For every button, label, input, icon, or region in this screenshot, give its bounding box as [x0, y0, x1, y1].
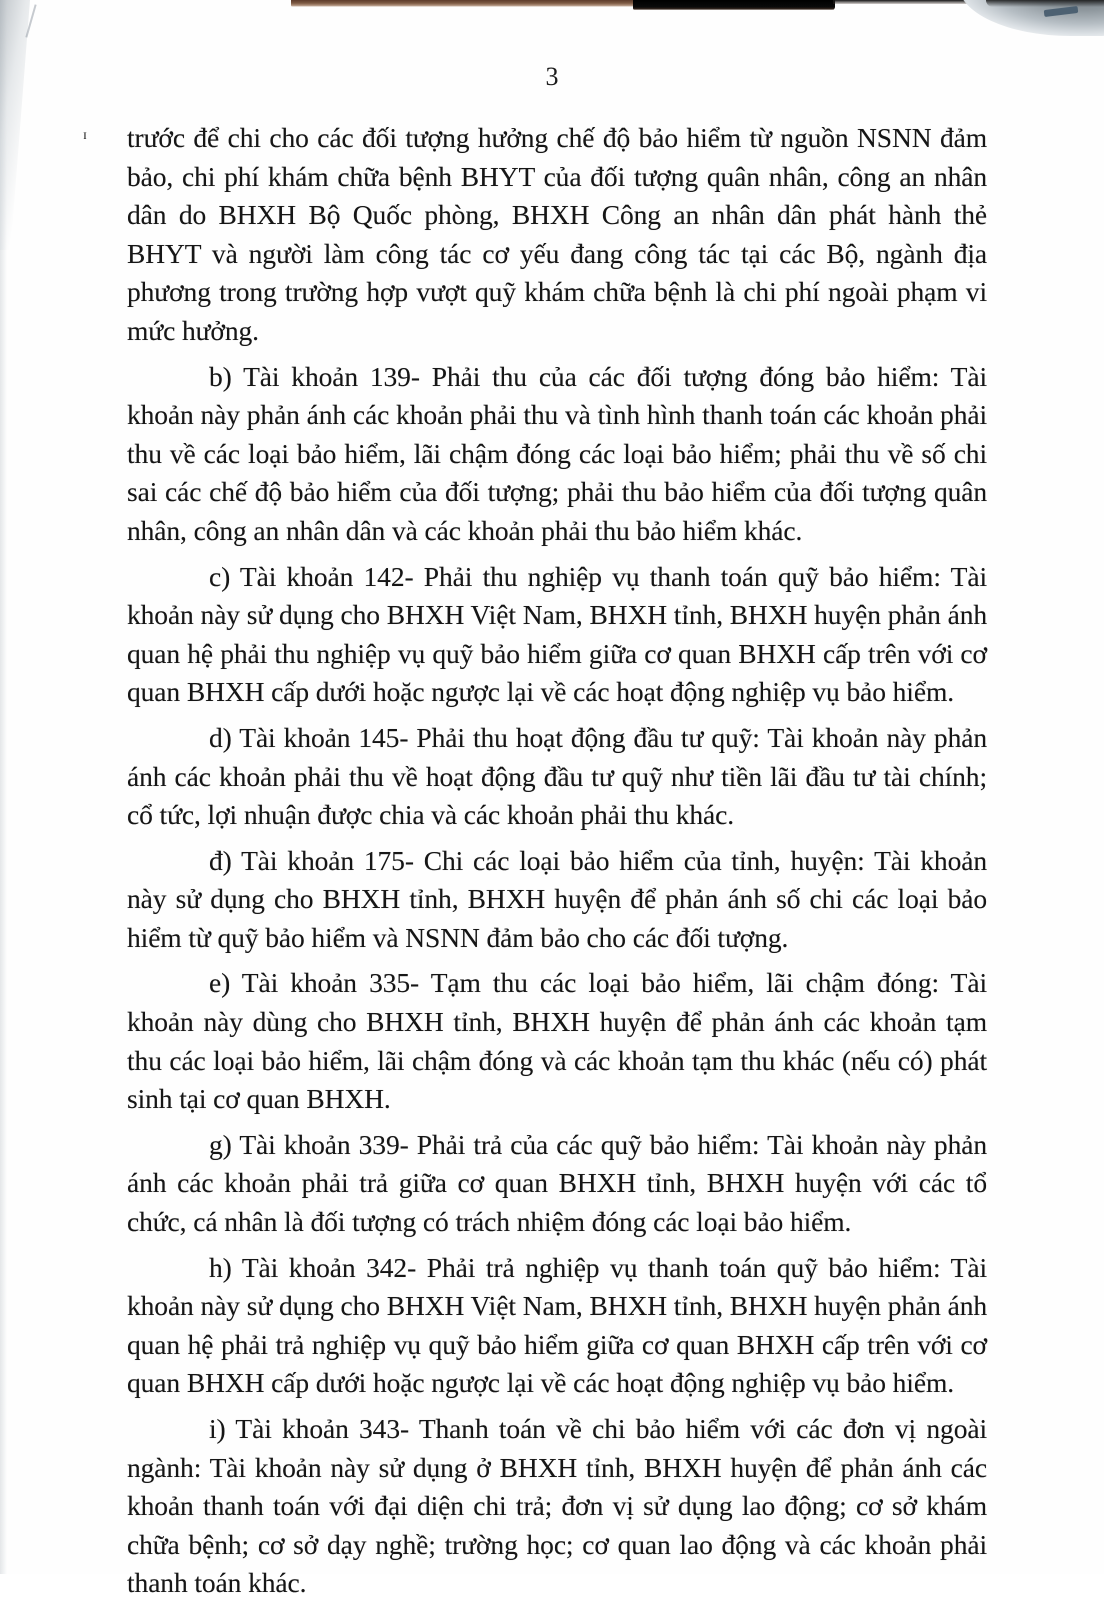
- paragraph-dd-account-175: đ) Tài khoản 175- Chi các loại bảo hiểm của tỉnh, huyện: Tài khoản này sử dụng cho BHXH tỉnh, BHXH huyện để phản ánh số chi các loại bảo hiểm từ quỹ bảo hiểm và NSNN đảm bảo cho các đối tượng.: [127, 844, 987, 953]
- scan-artifact-top-band-thin: [833, 0, 993, 4]
- scan-artifact-top-band-brown: [291, 0, 639, 7]
- scan-artifact-left-edge-wedge: [0, 0, 30, 250]
- scan-artifact-top-band-black: [633, 0, 835, 10]
- page-number: 3: [545, 62, 559, 91]
- paragraph-d-account-145: d) Tài khoản 145- Phải thu hoạt động đầu tư quỹ: Tài khoản này phản ánh các khoản phải thu về hoạt động đầu tư quỹ như tiền lãi đầu tư tài chính; cổ tức, lợi nhuận được chia và các khoản phải thu khác.: [127, 721, 987, 831]
- paragraph-b-account-139: b) Tài khoản 139- Phải thu của các đối tượng đóng bảo hiểm: Tài khoản này phản ánh các khoản phải thu và tình hình thanh toán các khoản phải thu về các loại bảo hiểm, lãi chậm đóng các loại bảo hiểm; phải thu về số chi sai các chế độ bảo hiểm của đối tượng; phải thu bảo hiểm của đối tượng quân nhân, công an nhân dân và các khoản phải thu bảo hiểm khác.: [127, 360, 987, 546]
- paragraph-g-account-339: g) Tài khoản 339- Phải trả của các quỹ bảo hiểm: Tài khoản này phản ánh các khoản phải trả giữa cơ quan BHXH tỉnh, BHXH huyện với các tổ chức, cá nhân là đối tượng có trách nhiệm đóng các loại bảo hiểm.: [127, 1128, 987, 1238]
- scan-artifact-corner-dark-edge: [986, 0, 1104, 7]
- scan-artifact-left-edge-sliver: [0, 0, 7, 1574]
- paragraph-h-account-342: h) Tài khoản 342- Phải trả nghiệp vụ thanh toán quỹ bảo hiểm: Tài khoản này sử dụng cho BHXH Việt Nam, BHXH tỉnh, BHXH huyện phản ánh quan hệ phải trả nghiệp vụ quỹ bảo hiểm giữa cơ quan BHXH cấp trên với cơ quan BHXH cấp dưới hoặc ngược lại về các hoạt động nghiệp vụ bảo hiểm.: [127, 1251, 987, 1399]
- margin-stray-mark: ɪ: [83, 128, 87, 143]
- paragraph-e-account-335: e) Tài khoản 335- Tạm thu các loại bảo hiểm, lãi chậm đóng: Tài khoản này dùng cho BHXH tỉnh, BHXH huyện để phản ánh các khoản tạm thu các loại bảo hiểm, lãi chậm đóng và các khoản tạm thu khác (nếu có) phát sinh tại cơ quan BHXH.: [127, 967, 987, 1115]
- scan-artifact-corner-blob: [958, 0, 1104, 36]
- scan-artifact-corner-dash: [1044, 6, 1079, 17]
- document-body: [127, 119, 987, 1610]
- scan-artifact-left-diag-line: [25, 4, 36, 37]
- paragraph-c-account-142: c) Tài khoản 142- Phải thu nghiệp vụ thanh toán quỹ bảo hiểm: Tài khoản này sử dụng cho BHXH Việt Nam, BHXH tỉnh, BHXH huyện phản ánh quan hệ phải thu nghiệp vụ quỹ bảo hiểm giữa cơ quan BHXH cấp trên với cơ quan BHXH cấp dưới hoặc ngược lại về các hoạt động nghiệp vụ bảo hiểm.: [127, 560, 987, 708]
- paragraph-i-account-343: i) Tài khoản 343- Thanh toán về chi bảo hiểm với các đơn vị ngoài ngành: Tài khoản này sử dụng ở BHXH tỉnh, BHXH huyện để phản ánh các khoản thanh toán với đại diện chi trả; đơn vị sử dụng lao động; cơ sở khám chữa bệnh; cơ sở dạy nghề; trường học; cơ quan lao động và các khoản phải thanh toán khác.: [127, 1413, 987, 1599]
- paragraph-a-continuation: trước để chi cho các đối tượng hưởng chế độ bảo hiểm từ nguồn NSNN đảm bảo, chi phí khám chữa bệnh BHYT của đối tượng quân nhân, công an nhân dân do BHXH Bộ Quốc phòng, BHXH Công an nhân dân phát hành thẻ BHYT và người làm công tác cơ yếu đang công tác tại các Bộ, ngành địa phương trong trường hợp vượt quỹ khám chữa bệnh là chi phí ngoài phạm vi mức hưởng.: [127, 122, 987, 346]
